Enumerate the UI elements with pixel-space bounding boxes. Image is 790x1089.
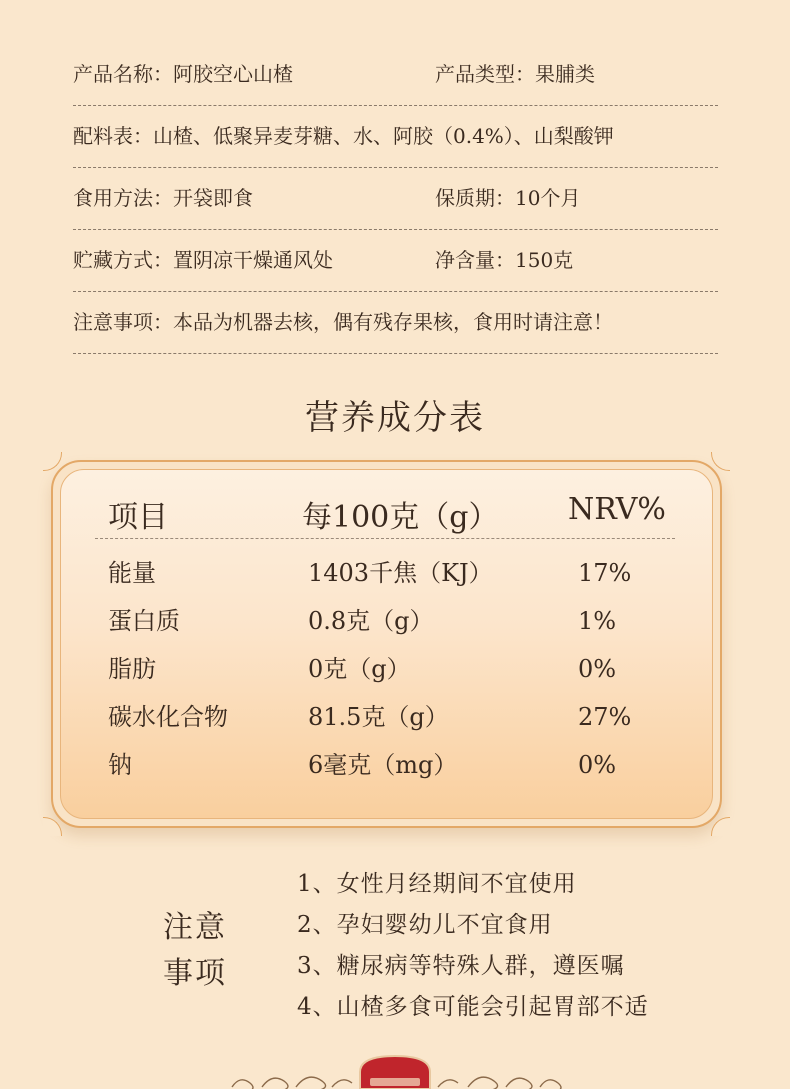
table-row — [0, 597, 790, 645]
list-item: 1、女性月经期间不宜使用 — [297, 871, 577, 897]
panel-corner — [711, 452, 730, 471]
table-row — [0, 645, 790, 693]
nutrition-title: 营养成分表 — [305, 398, 485, 438]
product-type: 产品类型：果脯类 — [435, 62, 595, 86]
product-name: 产品名称：阿胶空心山楂 — [73, 62, 293, 86]
seal-label-icon — [370, 1078, 420, 1086]
nutrient-nrv: 0% — [578, 751, 617, 779]
nutrient-amount: 0.8克（g） — [308, 607, 434, 635]
notice-list — [297, 864, 649, 1028]
cloud-ornament-right — [438, 1077, 561, 1089]
header-divider — [95, 538, 675, 539]
storage-method: 贮藏方式：置阴凉干燥通风处 — [73, 248, 333, 272]
footer-decoration — [0, 1050, 790, 1089]
nutrient-name: 碳水化合物 — [108, 703, 228, 731]
nutrient-nrv: 0% — [578, 655, 617, 683]
precautions: 注意事项：本品为机器去核，偶有残存果核，食用时请注意！ — [73, 310, 613, 334]
nutrient-nrv: 27% — [578, 703, 632, 731]
table-row — [0, 549, 790, 597]
info-row — [73, 44, 718, 106]
cloud-ornament-left — [232, 1077, 352, 1089]
nutrient-name: 能量 — [108, 559, 156, 587]
nutrient-amount: 6毫克（mg） — [308, 751, 458, 779]
header-per100g: 每100克（g） — [302, 500, 499, 535]
info-row — [73, 168, 718, 230]
nutrient-amount: 81.5克（g） — [308, 703, 449, 731]
list-item: 4、山楂多食可能会引起胃部不适 — [297, 994, 649, 1020]
header-nrv: NRV% — [568, 492, 666, 527]
usage-method: 食用方法：开袋即食 — [73, 186, 253, 210]
nutrient-amount: 0克（g） — [308, 655, 411, 683]
shelf-life: 保质期：10个月 — [435, 186, 581, 210]
list-item: 3、糖尿病等特殊人群，遵医嘱 — [297, 953, 625, 979]
panel-corner — [43, 452, 62, 471]
info-row — [73, 106, 718, 168]
panel-corner — [43, 817, 62, 836]
nutrient-name: 蛋白质 — [108, 607, 180, 635]
product-info — [73, 44, 718, 354]
notice-title-line: 注意 — [163, 910, 227, 945]
nutrient-name: 钠 — [108, 751, 132, 779]
table-row — [0, 693, 790, 741]
header-item: 项目 — [108, 500, 168, 535]
net-content: 净含量：150克 — [435, 248, 574, 272]
info-row — [73, 292, 718, 354]
notice-title-line: 事项 — [163, 956, 227, 991]
nutrient-amount: 1403千焦（KJ） — [308, 559, 493, 587]
info-row — [73, 230, 718, 292]
panel-corner — [711, 817, 730, 836]
table-row — [0, 741, 790, 789]
nutrient-nrv: 1% — [578, 607, 617, 635]
ingredients: 配料表：山楂、低聚异麦芽糖、水、阿胶（0.4%）、山梨酸钾 — [73, 124, 614, 148]
list-item: 2、孕妇婴幼儿不宜食用 — [297, 912, 553, 938]
nutrient-name: 脂肪 — [108, 655, 156, 683]
notice-title — [163, 905, 227, 997]
nutrient-nrv: 17% — [578, 559, 632, 587]
